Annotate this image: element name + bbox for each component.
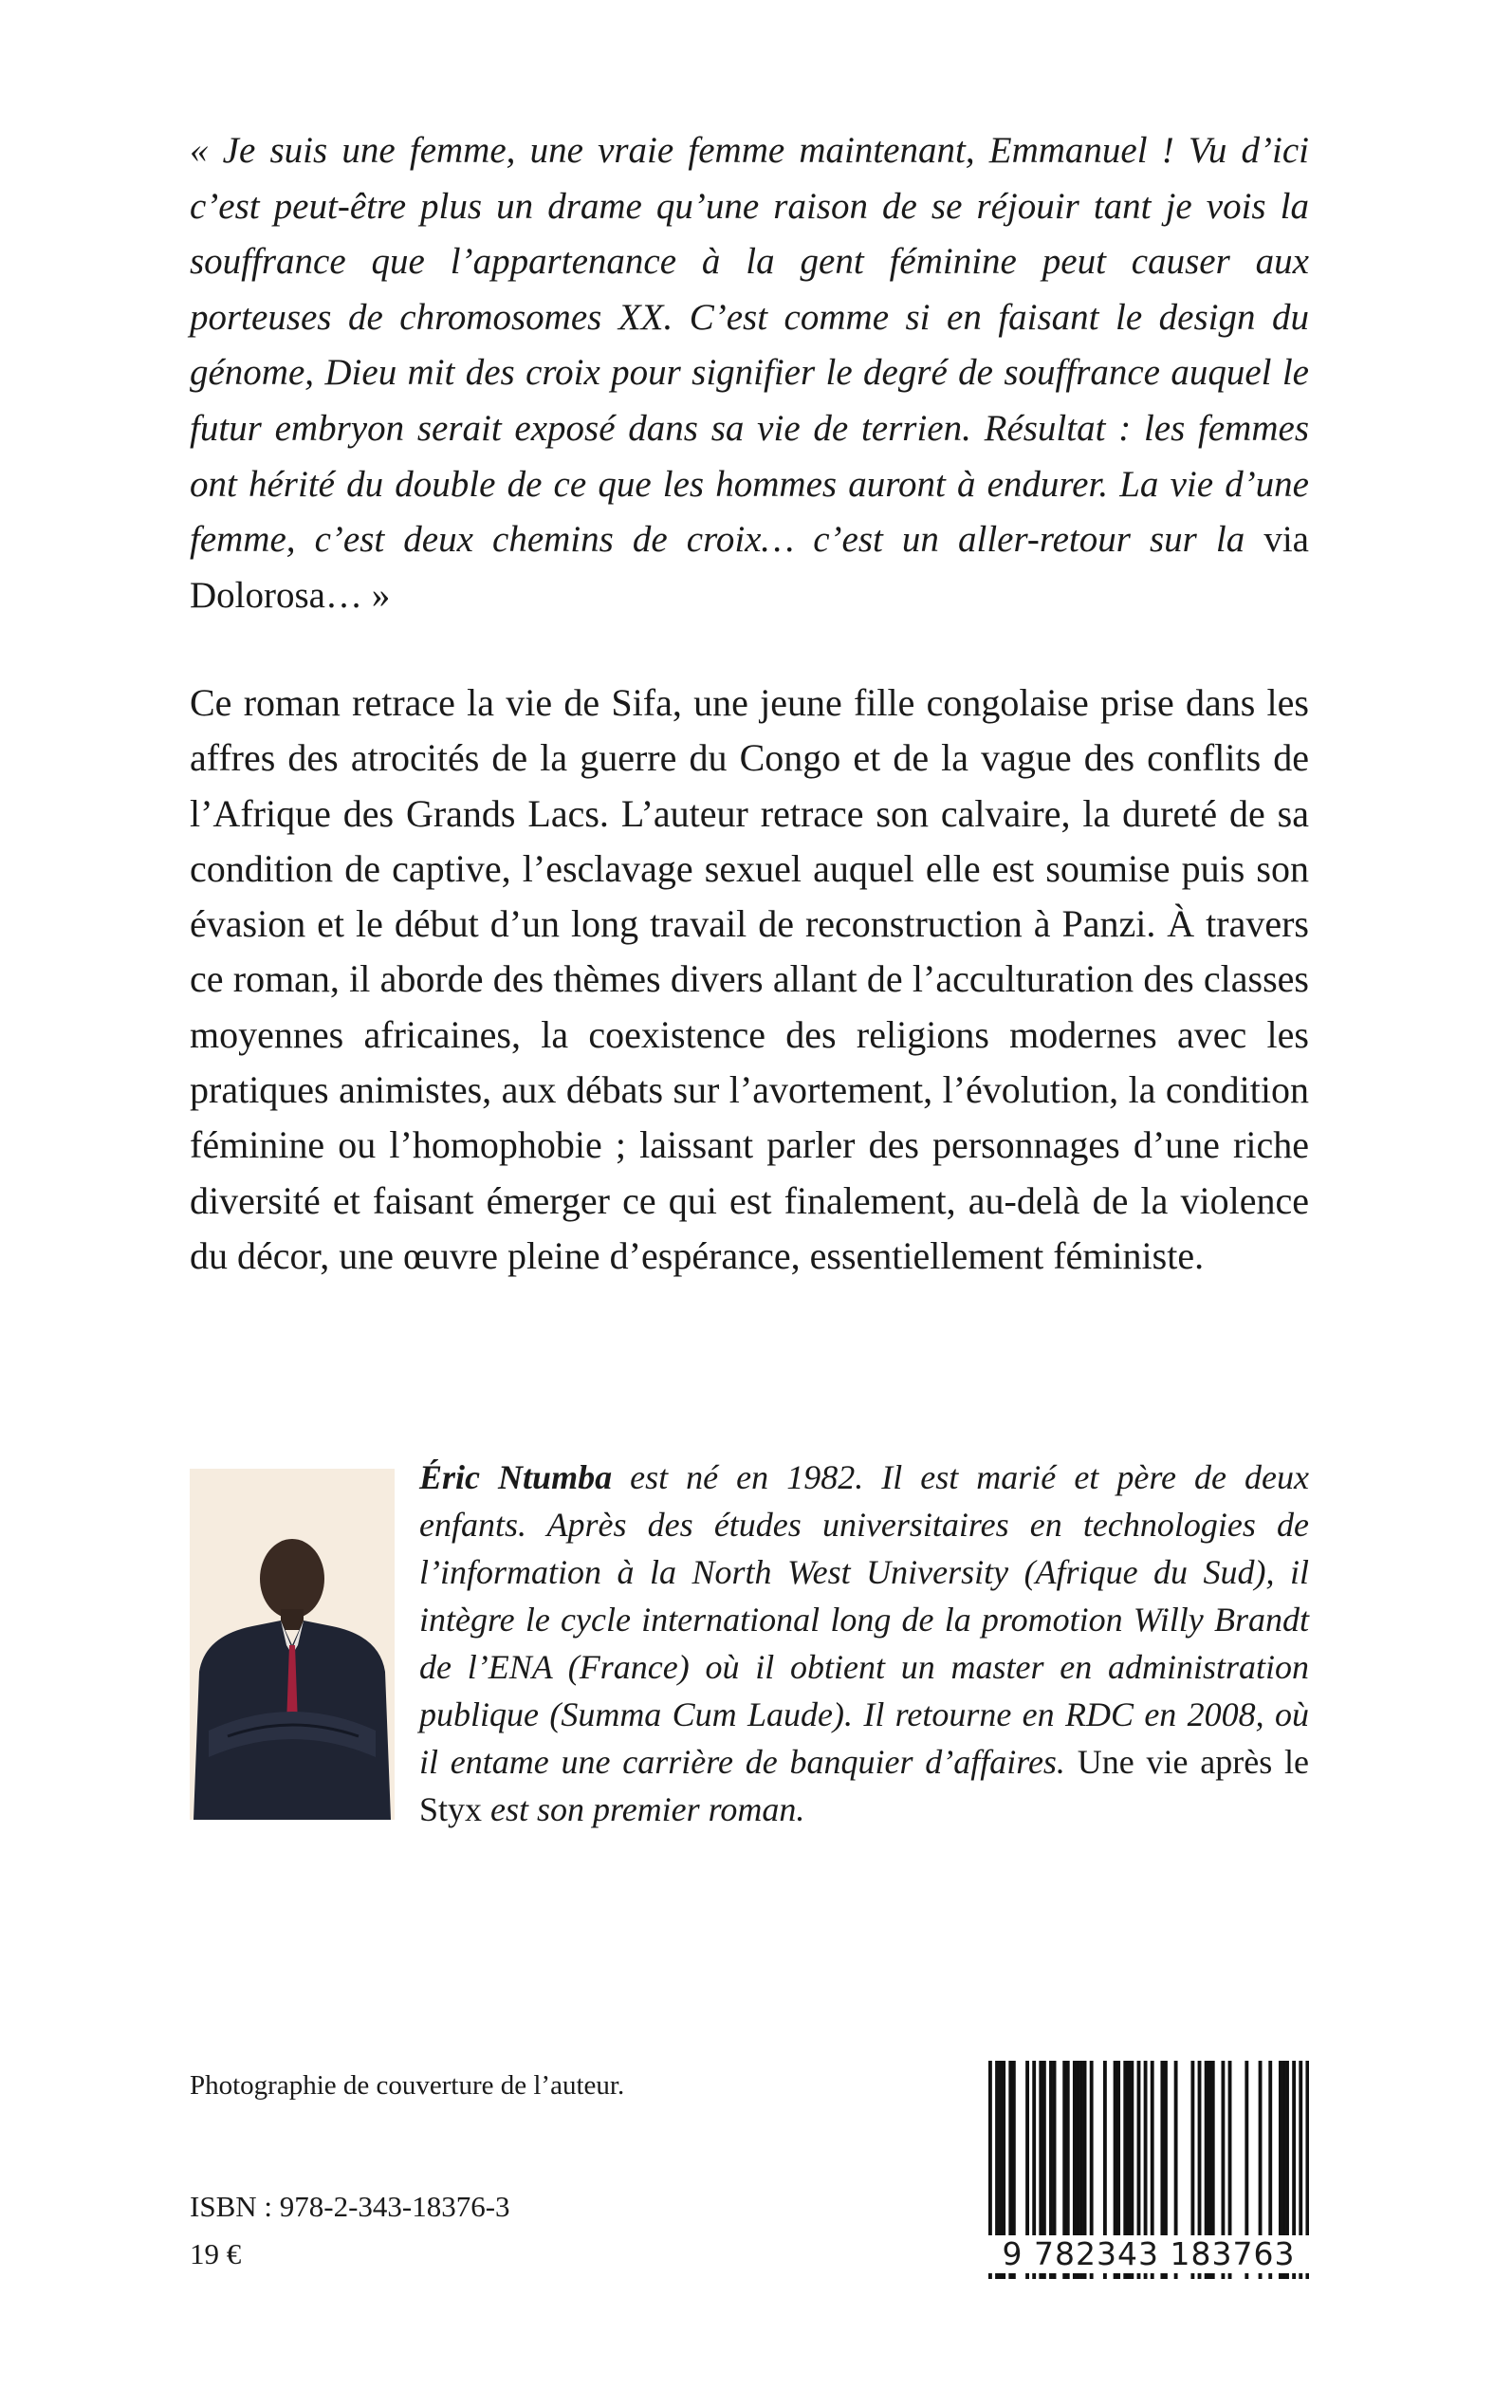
- excerpt-quote: [190, 123, 1309, 623]
- book-summary: Ce roman retrace la vie de Sifa, une jeune fille congolaise prise dans les affres des atrocités de la guerre du Congo et de la vague des conflits de l’Afrique des Grands Lacs. L’auteur retrace son calvaire, la dureté de sa condition de captive, l’esclavage sexuel auquel elle est soumise puis son évasion et le début d’un long travail de reconstruction à Panzi. À travers ce roman, il aborde des thèmes divers allant de l’acculturation des classes moyennes africaines, la coexistence des religions modernes avec les pratiques animistes, aux débats sur l’avortement, l’évolution, la condition féminine ou l’homophobie ; laissant parler des personnages d’une riche diversité et faisant émerger ce qui est finalement, au-delà de la violence du décor, une œuvre pleine d’espérance, essentiellement féministe.: [190, 681, 1309, 1277]
- author-bio-ending: est son premier roman.: [482, 1790, 805, 1828]
- excerpt-quote-text: « Je suis une femme, une vraie femme maintenant, Emmanuel ! Vu d’ici c’est peut-être plus un drame qu’une raison de se réjouir tant je vois la souffrance que l’appartenance à la gent féminine peut causer aux porteuses de chromosomes XX. C’est comme si en faisant le design du génome, Dieu mit des croix pour signifier le degré de souffrance auquel le futur embryon serait exposé dans sa vie de terrien. Résultat : les femmes ont hérité du double de ce que les hommes auront à endurer. La vie d’une femme, c’est deux chemins de croix… c’est un aller-retour sur la: [190, 130, 1309, 561]
- book-title: Une vie après le Styx: [419, 1743, 1309, 1828]
- author-bio-text: est né en 1982. Il est marié et père de deux enfants. Après des études universitaires en technologies de l’information à la North West University (Afrique du Sud), il intègre le cycle international long de la promotion Willy Brandt de l’ENA (France) où il obtient un master en administration publique (Summa Cum Laude). Il retourne en RDC en 2008, où il entame une carrière de banquier d’affaires.: [419, 1458, 1309, 1781]
- isbn-number: ISBN : 978-2-343-18376-3: [190, 2190, 510, 2223]
- price: 19 €: [190, 2237, 242, 2270]
- barcode-digits: 9 782343 183763: [988, 2235, 1309, 2273]
- author-bio: [419, 1454, 1309, 1833]
- author-name: Éric Ntumba: [419, 1458, 613, 1496]
- author-portrait-image: [190, 1469, 395, 1820]
- author-photo: [190, 1469, 395, 1820]
- excerpt-quote-ending: via Dolorosa… »: [190, 519, 1309, 616]
- cover-photo-credit: Photographie de couverture de l’auteur.: [190, 2070, 625, 2101]
